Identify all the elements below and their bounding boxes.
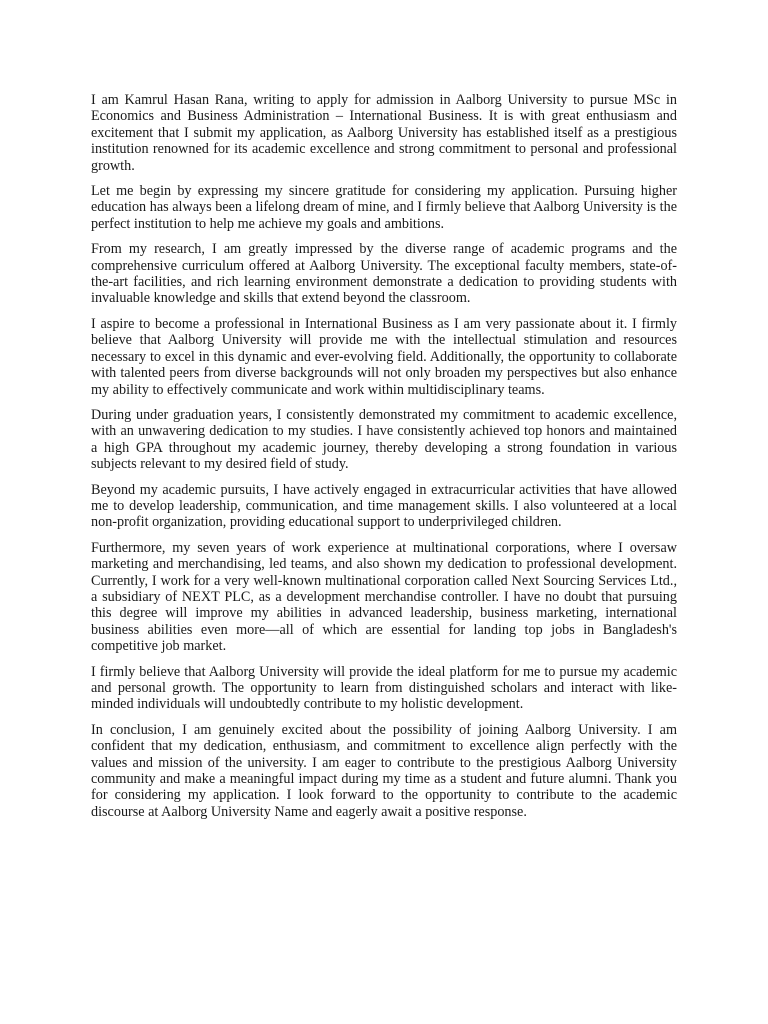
paragraph-gratitude: Let me begin by expressing my sincere gratitude for considering my application. Pursuing higher education has always been a lifelong dream of mine, and I firmly believe that Aalborg University is the perfect institution to help me achieve my goals and ambitions.	[91, 183, 677, 232]
paragraph-extracurricular: Beyond my academic pursuits, I have actively engaged in extracurricular activities that have allowed me to develop leadership, communication, and time management skills. I also volunteered at a local non-profit organization, providing educational support to underprivileged children.	[91, 481, 677, 531]
paragraph-aspiration: I aspire to become a professional in International Business as I am very passionate about it. I firmly believe that Aalborg University will provide me with the intellectual stimulation and resources necessary to excel in this dynamic and ever-evolving field. Additionally, the opportunity to collaborate with talented peers from diverse backgrounds will not only broaden my perspectives but also enhance my ability to effectively communicate and work within multidisciplinary teams.	[91, 315, 677, 398]
paragraph-platform: I firmly believe that Aalborg University will provide the ideal platform for me to pursue my academic and personal growth. The opportunity to learn from distinguished scholars and interact with like-minded individuals will undoubtedly contribute to my holistic development.	[91, 663, 677, 713]
paragraph-introduction: I am Kamrul Hasan Rana, writing to apply for admission in Aalborg University to pursue MSc in Economics and Business Administration – International Business. It is with great enthusiasm and excitement that I submit my application, as Aalborg University has established itself as a prestigious institution renowned for its academic excellence and strong commitment to personal and professional growth.	[91, 92, 677, 174]
paragraph-academic-record: During under graduation years, I consistently demonstrated my commitment to academic excellence, with an unwavering dedication to my studies. I have consistently achieved top honors and maintained a high GPA throughout my academic journey, thereby developing a strong foundation in various subjects relevant to my desired field of study.	[91, 406, 677, 473]
paragraph-work-experience: Furthermore, my seven years of work experience at multinational corporations, where I oversaw marketing and merchandising, led teams, and also shown my dedication to professional development. Currently, I work for a very well-known multinational corporation called Next Sourcing Services Ltd., a subsidiary of NEXT PLC, as a development merchandise controller. I have no doubt that pursuing this degree will improve my abilities in advanced leadership, business marketing, international business abilities even more—all of which are essential for landing top jobs in Bangladesh's competitive job market.	[91, 539, 677, 655]
paragraph-conclusion: In conclusion, I am genuinely excited about the possibility of joining Aalborg University. I am confident that my dedication, enthusiasm, and commitment to excellence align perfectly with the values and mission of the university. I am eager to contribute to the prestigious Aalborg University community and make a meaningful impact during my time as a student and future alumni. Thank you for considering my application. I look forward to the opportunity to contribute to the academic discourse at Aalborg University Name and eagerly await a positive response.	[91, 721, 677, 820]
paragraph-research: From my research, I am greatly impressed by the diverse range of academic programs and the comprehensive curriculum offered at Aalborg University. The exceptional faculty members, state-of-the-art facilities, and rich learning environment demonstrate a dedication to providing students with invaluable knowledge and skills that extend beyond the classroom.	[91, 241, 677, 307]
letter-body	[91, 92, 677, 829]
